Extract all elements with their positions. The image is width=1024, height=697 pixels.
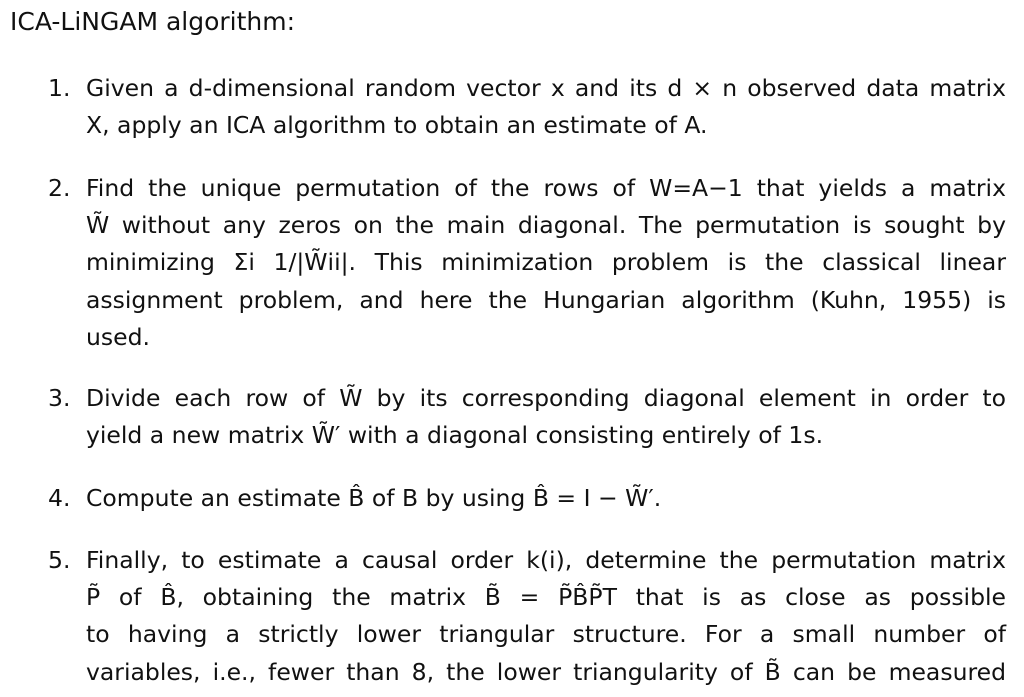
step-3-line-1: Divide each row of W̃ by its corresponding diagonal element in order to [86, 384, 1006, 412]
step-number: 4. [48, 484, 71, 512]
step-1-line-2: X, apply an ICA algorithm to obtain an estimate of A. [86, 111, 708, 140]
step-text [86, 170, 1006, 356]
step-2-line-1: Find the unique permutation of the rows of W=A−1 that yields a matrix [86, 174, 1006, 202]
step-text [86, 542, 1006, 691]
step-number: 5. [48, 546, 71, 574]
step-2-line-2: W̃ without any zeros on the main diagonal. The permutation is sought by [86, 211, 1006, 240]
step-5-line-1: Finally, to estimate a causal order k(i), determine the permutation matrix [86, 546, 1006, 574]
step-4-line-1: Compute an estimate B̂ of B by using B̂ = I − W̃′. [86, 484, 662, 512]
step-5-line-3: to having a strictly lower triangular structure. For a small number of [86, 620, 1006, 649]
step-3-line-2: yield a new matrix W̃′ with a diagonal consisting entirely of 1s. [86, 421, 824, 450]
step-number: 1. [48, 74, 71, 102]
step-5-line-2: P̃ of B̂, obtaining the matrix B̃ = P̃B̂P̃T that is as close as possible [86, 583, 1006, 612]
step-number: 2. [48, 174, 71, 202]
step-1-line-1: Given a d-dimensional random vector x and its d × n observed data matrix [86, 74, 1006, 102]
step-2-line-5: used. [86, 322, 150, 351]
step-2-line-3: minimizing Σi 1/|W̃ii|. This minimization problem is the classical linear [86, 248, 1006, 277]
step-text [86, 70, 1006, 144]
step-number: 3. [48, 384, 71, 412]
step-text [86, 480, 1006, 517]
step-5-line-4: variables, i.e., fewer than 8, the lower triangularity of B̃ can be measured [86, 657, 1006, 686]
step-text [86, 380, 1006, 454]
page-title: ICA-LiNGAM algorithm: [10, 7, 296, 36]
step-2-line-4: assignment problem, and here the Hungarian algorithm (Kuhn, 1955) is [86, 285, 1006, 314]
